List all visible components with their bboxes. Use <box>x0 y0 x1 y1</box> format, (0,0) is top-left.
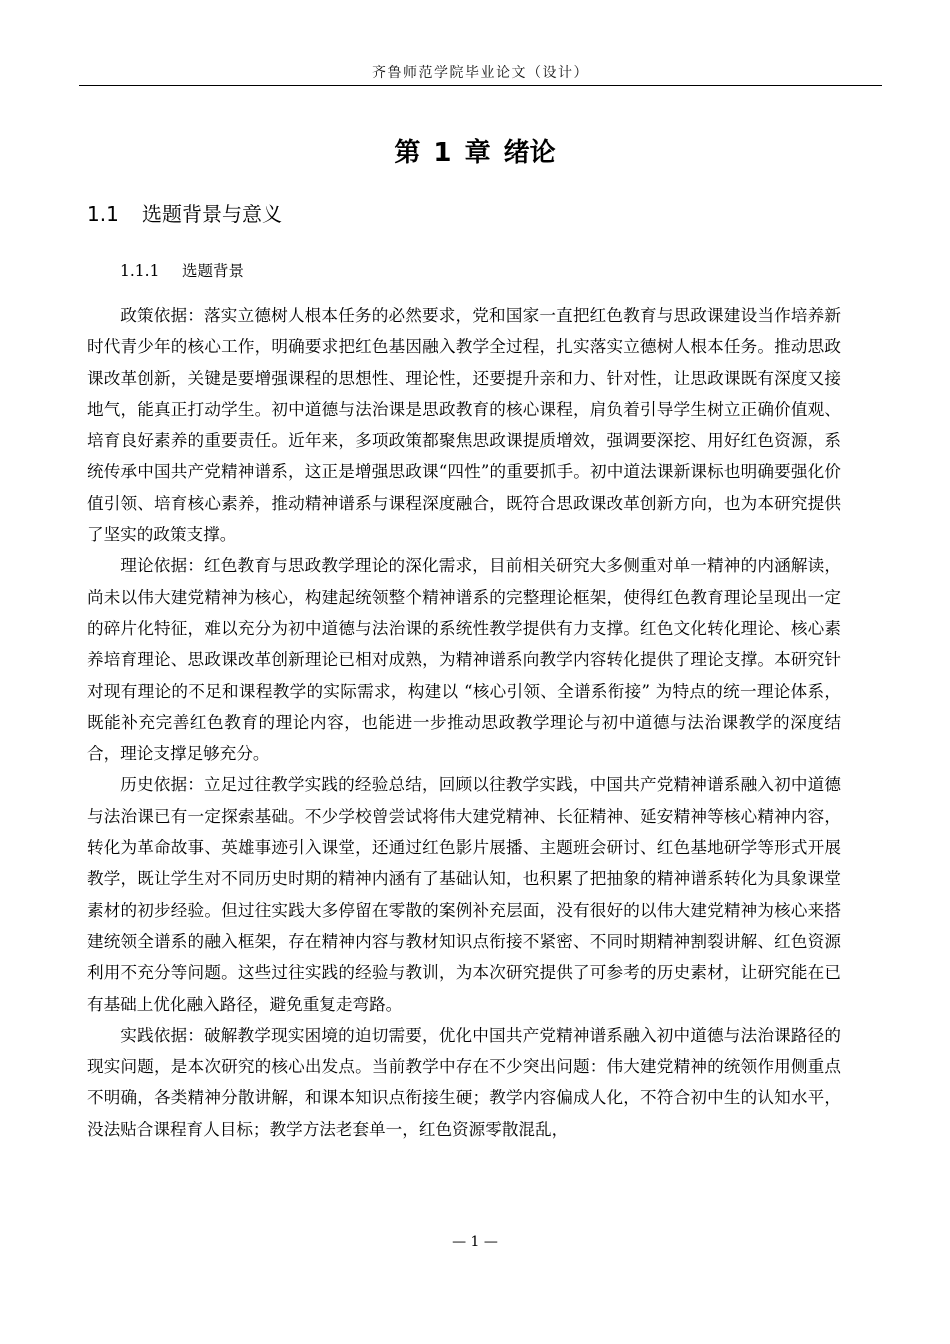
chapter-title: 第 1 章 绪论 <box>394 138 556 168</box>
paragraph-history-basis: 历史依据：立足过往教学实践的经验总结，回顾以往教学实践，中国共产党精神谱系融入初中道德与法治课已有一定探索基础。不少学校曾尝试将伟大建党精神、长征精神、延安精神等核心精神内容，转化为革命故事、英雄事迹引入课堂，还通过红色影片展播、主题班会研讨、红色基地研学等形式开展教学，既让学生对不同历史时期的精神内涵有了基础认知，也积累了把抽象的精神谱系转化为具象课堂素材的初步经验。但过往实践大多停留在零散的案例补充层面，没有很好的以伟大建党精神为核心来搭建统领全谱系的融入框架，存在精神内容与教材知识点衔接不紧密、不同时期精神割裂讲解、红色资源利用不充分等问题。这些过往实践的经验与教训，为本次研究提供了可参考的历史素材，让研究能在已有基础上优化融入路径，避免重复走弯路。 <box>87 775 841 1014</box>
header-divider <box>79 85 882 86</box>
section-title: 选题背景与意义 <box>142 202 282 226</box>
paragraph-practice-basis: 实践依据：破解教学现实困境的迫切需要，优化中国共产党精神谱系融入初中道德与法治课路径的现实问题，是本次研究的核心出发点。当前教学中存在不少突出问题：伟大建党精神的统领作用侧重点不明确，各类精神分散讲解，和课本知识点衔接生硬；教学内容偏成人化，不符合初中生的认知水平，没法贴合课程育人目标；教学方法老套单一，红色资源零散混乱， <box>87 1025 841 1139</box>
section-heading <box>87 200 282 228</box>
body-text <box>87 300 841 1145</box>
subsection-title: 选题背景 <box>182 262 245 280</box>
section-number: 1.1 <box>87 202 119 226</box>
page-number: — 1 — <box>452 1234 498 1250</box>
paragraph-policy-basis: 政策依据：落实立德树人根本任务的必然要求，党和国家一直把红色教育与思政课建设当作培养新时代青少年的核心工作，明确要求把红色基因融入教学全过程，扎实落实立德树人根本任务。推动思政课改革创新，关键是要增强课程的思想性、理论性，还要提升亲和力、针对性，让思政课既有深度又接地气，能真正打动学生。初中道德与法治课是思政教育的核心课程，肩负着引导学生树立正确价值观、培育良好素养的重要责任。近年来，多项政策都聚焦思政课提质增效，强调要深挖、用好红色资源，系统传承中国共产党精神谱系，这正是增强思政课“四性”的重要抓手。初中道法课新课标也明确要强化价值引领、培育核心素养，推动精神谱系与课程深度融合，既符合思政课改革创新方向，也为本研究提供了坚实的政策支撑。 <box>87 306 841 545</box>
subsection-heading <box>120 259 244 283</box>
subsection-number: 1.1.1 <box>120 262 160 280</box>
paragraph-theory-basis: 理论依据：红色教育与思政教学理论的深化需求，目前相关研究大多侧重对单一精神的内涵解读，尚未以伟大建党精神为核心，构建起统领整个精神谱系的完整理论框架，使得红色教育理论呈现出一定的碎片化特征，难以充分为初中道德与法治课的系统性教学提供有力支撑。红色文化转化理论、核心素养培育理论、思政课改革创新理论已相对成熟，为精神谱系向教学内容转化提供了理论支撑。本研究针对现有理论的不足和课程教学的实际需求，构建以 “核心引领、全谱系衔接” 为特点的统一理论体系，既能补充完善红色教育的理论内容，也能进一步推动思政教学理论与初中道德与法治课教学的深度结合，理论支撑足够充分。 <box>87 556 841 764</box>
page-header: 齐鲁师范学院毕业论文（设计） <box>372 65 589 81</box>
